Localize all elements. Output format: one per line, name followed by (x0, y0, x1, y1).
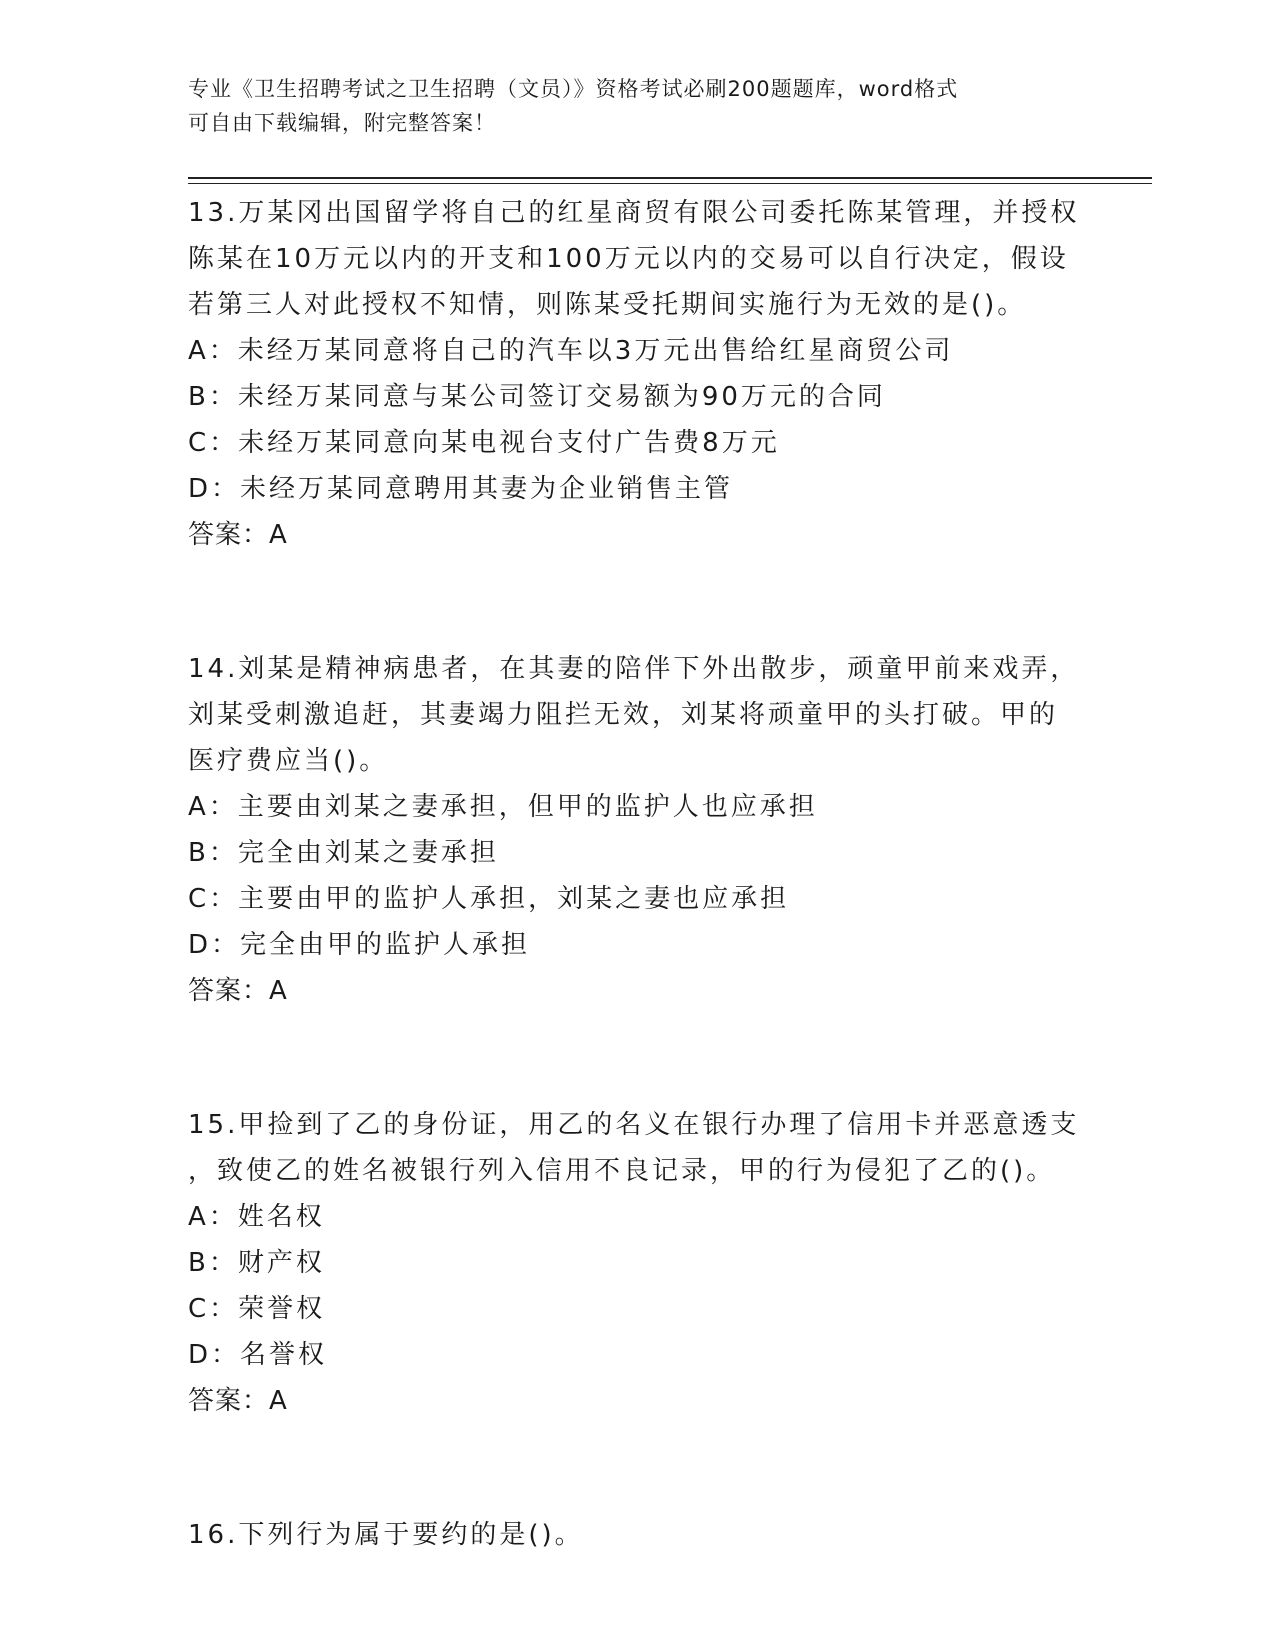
answer-line: 答案：A (188, 976, 288, 1006)
header-line-1: 专业《卫生招聘考试之卫生招聘（文员）》资格考试必刷200题题库，word格式 (188, 77, 959, 101)
option-c: C：荣誉权 (188, 1294, 326, 1324)
document-header (188, 72, 1088, 140)
option-b: B：未经万某同意与某公司签订交易额为90万元的合同 (188, 382, 886, 412)
question-15 (188, 1102, 1088, 1424)
answer-line: 答案：A (188, 1386, 288, 1416)
question-list (188, 190, 1088, 1558)
question-text-line: 若第三人对此授权不知情，则陈某受托期间实施行为无效的是()。 (188, 290, 1027, 320)
option-d: D：名誉权 (188, 1340, 328, 1370)
option-b: B：完全由刘某之妻承担 (188, 838, 499, 868)
header-line-2: 可自由下载编辑，附完整答案！ (188, 111, 496, 135)
question-text-line: 15.甲捡到了乙的身份证，用乙的名义在银行办理了信用卡并恶意透支 (188, 1110, 1080, 1140)
option-a: A：主要由刘某之妻承担，但甲的监护人也应承担 (188, 792, 818, 822)
question-text-line: 陈某在10万元以内的开支和100万元以内的交易可以自行决定，假设 (188, 244, 1069, 274)
question-text-line: 16.下列行为属于要约的是()。 (188, 1520, 584, 1550)
option-d: D：未经万某同意聘用其妻为企业销售主管 (188, 474, 734, 504)
question-text-line: 刘某受刺激追赶，其妻竭力阻拦无效，刘某将顽童甲的头打破。甲的 (188, 700, 1059, 730)
question-text-line: ，致使乙的姓名被银行列入信用不良记录，甲的行为侵犯了乙的()。 (188, 1156, 1056, 1186)
option-a: A：姓名权 (188, 1202, 325, 1232)
question-text-line: 13.万某冈出国留学将自己的红星商贸有限公司委托陈某管理，并授权 (188, 198, 1080, 228)
question-14 (188, 646, 1088, 1014)
option-d: D：完全由甲的监护人承担 (188, 930, 531, 960)
header-rule-thick (188, 177, 1152, 179)
option-b: B：财产权 (188, 1248, 325, 1278)
header-rule-thin (188, 183, 1152, 184)
question-16 (188, 1512, 1088, 1558)
answer-line: 答案：A (188, 520, 288, 550)
option-c: C：未经万某同意向某电视台支付广告费8万元 (188, 428, 780, 458)
option-c: C：主要由甲的监护人承担，刘某之妻也应承担 (188, 884, 790, 914)
question-text-line: 14.刘某是精神病患者，在其妻的陪伴下外出散步，顽童甲前来戏弄， (188, 654, 1080, 684)
option-a: A：未经万某同意将自己的汽车以3万元出售给红星商贸公司 (188, 336, 954, 366)
question-13 (188, 190, 1088, 558)
question-text-line: 医疗费应当()。 (188, 746, 389, 776)
